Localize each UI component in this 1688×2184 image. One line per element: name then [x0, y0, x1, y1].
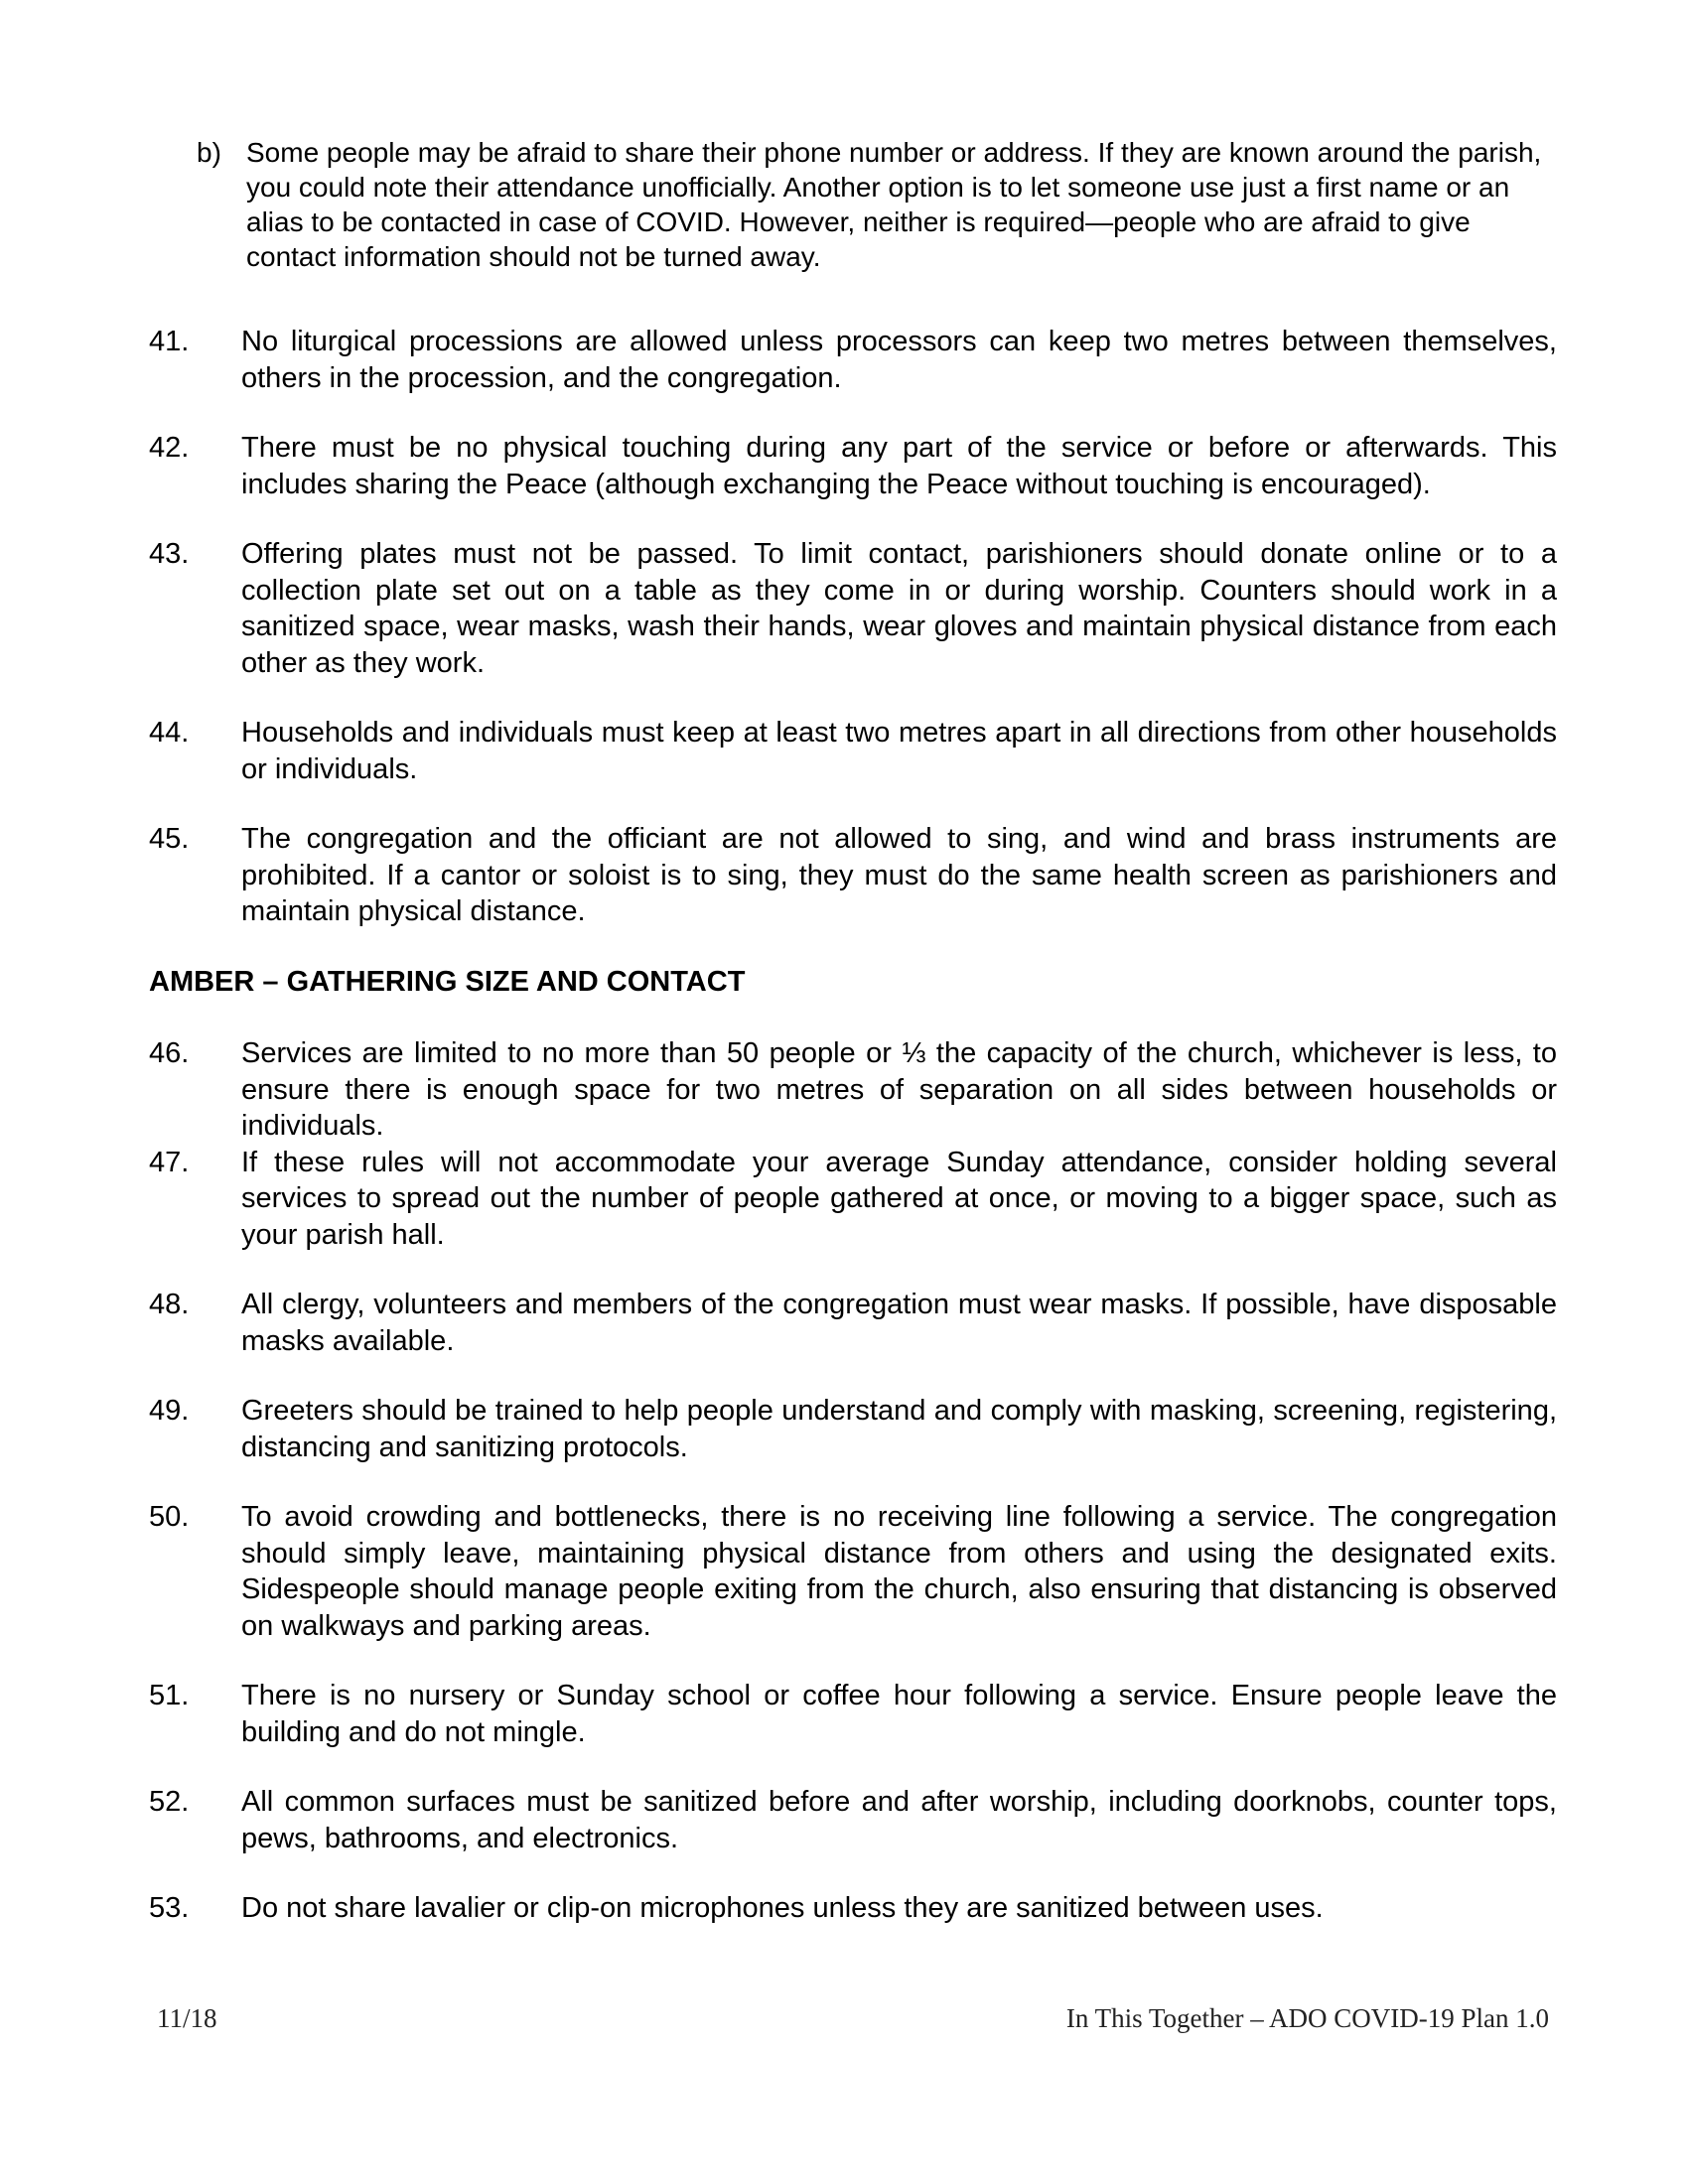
- list-item-53: [149, 1890, 1557, 1927]
- item-text: To avoid crowding and bottlenecks, there is no receiving line following a service. The congregation should simply leave, maintaining physical distance from others and using the designated exits. Sidespeople should manage people exiting from the church, also ensuring that distancing is observed on walkways and parking areas.: [241, 1501, 1557, 1642]
- list-item-47: [149, 1145, 1557, 1254]
- item-number: 52.: [149, 1786, 190, 1818]
- item-number: 42.: [149, 432, 190, 464]
- document-title: In This Together – ADO COVID-19 Plan 1.0: [1065, 2003, 1549, 2033]
- item-number: 41.: [149, 326, 190, 357]
- item-number: 45.: [149, 823, 190, 855]
- list-item-49: [149, 1393, 1557, 1465]
- list-item-45: [149, 821, 1557, 930]
- item-text: Households and individuals must keep at least two metres apart in all directions from other households or individuals.: [241, 717, 1557, 785]
- item-number: 50.: [149, 1501, 190, 1533]
- section-heading: AMBER – GATHERING SIZE AND CONTACT: [149, 965, 746, 998]
- item-text: The congregation and the officiant are not allowed to sing, and wind and brass instruments are prohibited. If a cantor or soloist is to sing, they must do the same health screen as parishioners and maintain physical distance.: [241, 823, 1557, 927]
- sub-item-marker: b): [197, 137, 221, 168]
- item-text: No liturgical processions are allowed unless processors can keep two metres between themselves, others in the procession, and the congregation.: [241, 326, 1557, 394]
- item-number: 48.: [149, 1289, 190, 1320]
- list-item-44: [149, 715, 1557, 787]
- item-text: All common surfaces must be sanitized before and after worship, including doorknobs, counter tops, pews, bathrooms, and electronics.: [241, 1786, 1557, 1854]
- list-item-50: [149, 1499, 1557, 1644]
- item-number: 53.: [149, 1892, 190, 1924]
- item-text: There must be no physical touching during any part of the service or before or afterwards. This includes sharing the Peace (although exchanging the Peace without touching is encouraged).: [241, 432, 1557, 500]
- item-number: 51.: [149, 1680, 190, 1711]
- item-text: There is no nursery or Sunday school or coffee hour following a service. Ensure people leave the building and do not mingle.: [241, 1680, 1557, 1748]
- item-text: If these rules will not accommodate your average Sunday attendance, consider holding several services to spread out the number of people gathered at once, or moving to a bigger space, such as your parish hall.: [241, 1146, 1557, 1251]
- list-item-46: [149, 1035, 1557, 1145]
- item-number: 49.: [149, 1395, 190, 1427]
- sub-item-text: Some people may be afraid to share their phone number or address. If they are known around the parish, you could note their attendance unofficially. Another option is to let someone use just a first name or an alias to be contacted in case of COVID. However, neither is required—people who are afraid to give contact information should not be turned away.: [246, 137, 1542, 272]
- list-item-52: [149, 1784, 1557, 1856]
- item-number: 44.: [149, 717, 190, 749]
- item-text: Offering plates must not be passed. To limit contact, parishioners should donate online or to a collection plate set out on a table as they come in or during worship. Counters should work in a sanitized space, wear masks, wash their hands, wear gloves and maintain physical distance from each other as they work.: [241, 538, 1557, 679]
- list-item-42: [149, 430, 1557, 502]
- page-content: [149, 135, 1557, 1961]
- item-text: Do not share lavalier or clip-on microphones unless they are sanitized between uses.: [241, 1892, 1324, 1924]
- item-text: All clergy, volunteers and members of the congregation must wear masks. If possible, have disposable masks available.: [241, 1289, 1557, 1357]
- item-text: Greeters should be trained to help people understand and comply with masking, screening, registering, distancing and sanitizing protocols.: [241, 1395, 1557, 1463]
- item-number: 47.: [149, 1146, 190, 1178]
- page-number: 11/18: [157, 2003, 217, 2033]
- item-number: 43.: [149, 538, 190, 570]
- list-item-43: [149, 536, 1557, 681]
- sub-item-b: [149, 135, 1557, 274]
- list-item-48: [149, 1287, 1557, 1359]
- list-item-51: [149, 1678, 1557, 1750]
- list-item-41: [149, 324, 1557, 396]
- item-number: 46.: [149, 1037, 190, 1069]
- item-text: Services are limited to no more than 50 people or ⅓ the capacity of the church, whichever is less, to ensure there is enough space for two metres of separation on all sides between households or individuals.: [241, 1037, 1557, 1142]
